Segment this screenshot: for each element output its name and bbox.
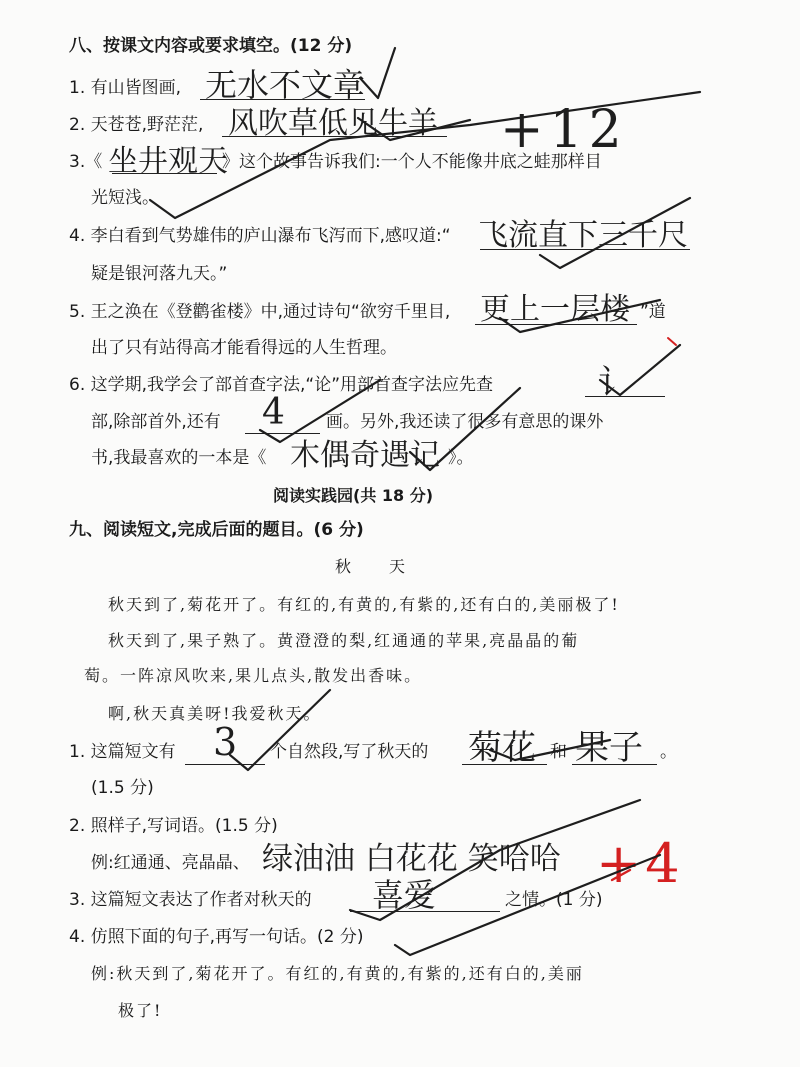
passage-paragraph-2-cont: 萄。一阵凉风吹来,果儿点头,散发出香味。 [84, 666, 423, 685]
check-mark-8-2 [358, 118, 470, 140]
q9-1-mid: 个自然段,写了秋天的 [270, 742, 429, 762]
q9-4-example: 例:秋天到了,菊花开了。有红的,有黄的,有紫的,还有白的,美丽 [91, 964, 584, 983]
check-mark-9-3 [395, 855, 660, 955]
q8-3-num: 3.《 [69, 152, 103, 172]
q8-2-answer: 风吹草低见牛羊 [228, 106, 438, 141]
q9-3-after: 之情。(1 分) [505, 890, 603, 910]
q9-1-score: (1.5 分) [91, 778, 154, 798]
check-mark-8-6a [600, 345, 680, 395]
section9-score-mark: +4 [596, 832, 684, 895]
q9-1-end: 。 [660, 742, 677, 762]
section9-heading: 九、阅读短文,完成后面的题目。(6 分) [69, 520, 364, 540]
check-mark-8-4 [540, 198, 690, 268]
q8-6-line3a: 书,我最喜欢的一本是《 [91, 448, 267, 468]
q8-6-text: 6. 这学期,我学会了部首查字法,“论”用部首查字法应先查 [69, 375, 494, 395]
check-mark-9-1a [230, 690, 330, 770]
check-mark-9-2 [350, 800, 640, 920]
q8-2-text: 2. 天苍苍,野茫茫, [69, 115, 204, 135]
q9-4-example-cont: 极了! [118, 1001, 163, 1020]
q8-6-line3b: 》。 [448, 448, 474, 468]
q9-1-answer1: 3 [213, 720, 238, 764]
q8-6-line2a: 部,除部首外,还有 [91, 412, 221, 432]
q8-1-answer: 无水不文章 [205, 66, 366, 104]
q8-6-answer2: 4 [262, 392, 285, 433]
q9-1-answer2: 菊花 [468, 728, 536, 768]
q8-3-after: 》这个故事告诉我们:一个人不能像井底之蛙那样目 [222, 152, 602, 172]
check-mark-8-6c [410, 388, 520, 470]
q8-4-answer: 飞流直下三千尺 [478, 218, 688, 253]
q9-1-conj: 和 [550, 742, 567, 762]
stray-red-mark [668, 338, 676, 345]
q8-5-text: 5. 王之涣在《登鹳雀楼》中,通过诗句“欲穷千里目, [69, 302, 451, 322]
q9-2-example: 例:红通通、亮晶晶、 [91, 853, 250, 873]
passage-paragraph-2: 秋天到了,果子熟了。黄澄澄的梨,红通通的苹果,亮晶晶的葡 [108, 631, 580, 650]
q8-5-after: ”道 [640, 302, 666, 322]
q8-5-line2: 出了只有站得高才能看得远的人生哲理。 [91, 338, 397, 358]
q9-3-answer: 喜爱 [372, 876, 437, 914]
q9-2-answers: 绿油油 白花花 笑哈哈 [262, 841, 561, 877]
section8-heading: 八、按课文内容或要求填空。(12 分) [69, 36, 353, 56]
check-mark-8-3 [150, 92, 700, 218]
q8-4-text: 4. 李白看到气势雄伟的庐山瀑布飞泻而下,感叹道:“ [69, 226, 451, 246]
passage-paragraph-3: 啊,秋天真美呀!我爱秋天。 [108, 704, 322, 723]
passage-title: 秋 天 [335, 557, 408, 576]
q8-3-answer: 坐井观天 [108, 144, 228, 179]
q9-4-text: 4. 仿照下面的句子,再写一句话。(2 分) [69, 927, 364, 947]
q8-3-line2: 光短浅。 [91, 188, 159, 208]
check-mark-8-5 [500, 300, 660, 332]
q9-1-answer3: 果子 [575, 728, 643, 768]
reading-section-header: 阅读实践园(共 18 分) [273, 486, 434, 505]
q8-4-line2: 疑是银河落九天。” [91, 264, 228, 284]
passage-paragraph-1: 秋天到了,菊花开了。有红的,有黄的,有紫的,还有白的,美丽极了! [108, 595, 620, 614]
q8-6-answer1: 讠 [598, 363, 632, 403]
check-mark-8-6b [260, 380, 380, 442]
check-mark-9-1b [490, 740, 610, 760]
q9-3-text: 3. 这篇短文表达了作者对秋天的 [69, 890, 312, 910]
q8-6-line2b: 画。另外,我还读了很多有意思的课外 [326, 412, 604, 432]
q8-6-answer3: 木偶奇遇记 [290, 438, 440, 473]
check-mark-8-1 [360, 48, 395, 98]
q9-1-text: 1. 这篇短文有 [69, 742, 176, 762]
q8-5-answer: 更上一层楼 [480, 292, 630, 327]
q8-1-text: 1. 有山皆图画, [69, 78, 182, 98]
q9-2-text: 2. 照样子,写词语。(1.5 分) [69, 816, 278, 836]
section8-score-mark: +12 [500, 100, 628, 160]
